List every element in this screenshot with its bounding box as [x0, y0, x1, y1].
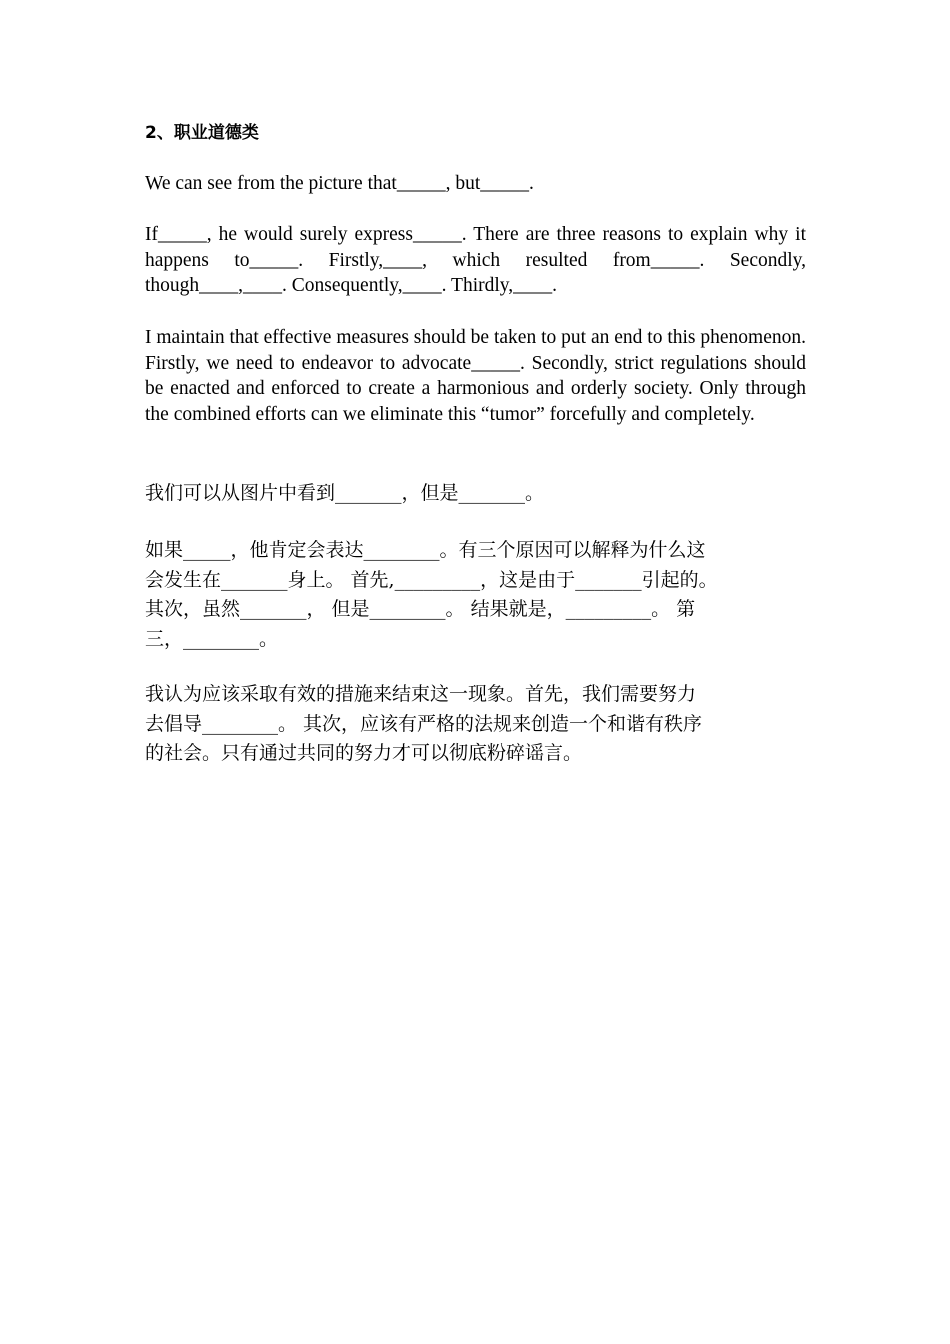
chinese-paragraph-reasons-line: 如果_____，他肯定会表达________。有三个原因可以解释为什么这 — [145, 539, 706, 561]
chinese-paragraph-measures-line: 我认为应该采取有效的措施来结束这一现象。首先，我们需要努力 — [145, 683, 697, 705]
chinese-paragraph-measures — [145, 680, 835, 769]
chinese-paragraph-reasons-line: 其次，虽然_______， 但是________。 结果就是，_________。 第 — [145, 598, 696, 620]
english-paragraph-reasons: If_____, he would surely express_____. There are three reasons to explain why it happens to_____. Firstly,____, which resulted from_____. Secondly, though____,____. Consequently,____. Thirdly,____. — [145, 224, 806, 296]
chinese-paragraph-reasons-line: 会发生在_______身上。 首先,_________，这是由于_______引起的。 — [145, 568, 718, 591]
chinese-paragraph-measures-line: 去倡导________。 其次，应该有严格的法规来创造一个和谐有秩序 — [145, 712, 703, 735]
chinese-paragraph-measures-line: 的社会。只有通过共同的努力才可以彻底粉碎谣言。 — [145, 742, 583, 764]
english-paragraph-intro: We can see from the picture that_____, but_____. — [145, 173, 534, 194]
chinese-paragraph-reasons-line: 三，________。 — [145, 627, 279, 650]
english-paragraph-measures: I maintain that effective measures should be taken to put an end to this phenomenon. Firstly, we need to endeavor to advocate_____. Secondly, strict regulations should be enacted and enforced to create a harmonious and orderly society. Only through the combined efforts can we eliminate this “tumor” forcefully and completely. — [145, 327, 806, 425]
section-heading: 2、职业道德类 — [145, 123, 259, 143]
chinese-paragraph-reasons — [145, 536, 835, 654]
chinese-paragraph-intro: 我们可以从图片中看到_______，但是_______。 — [145, 482, 545, 504]
